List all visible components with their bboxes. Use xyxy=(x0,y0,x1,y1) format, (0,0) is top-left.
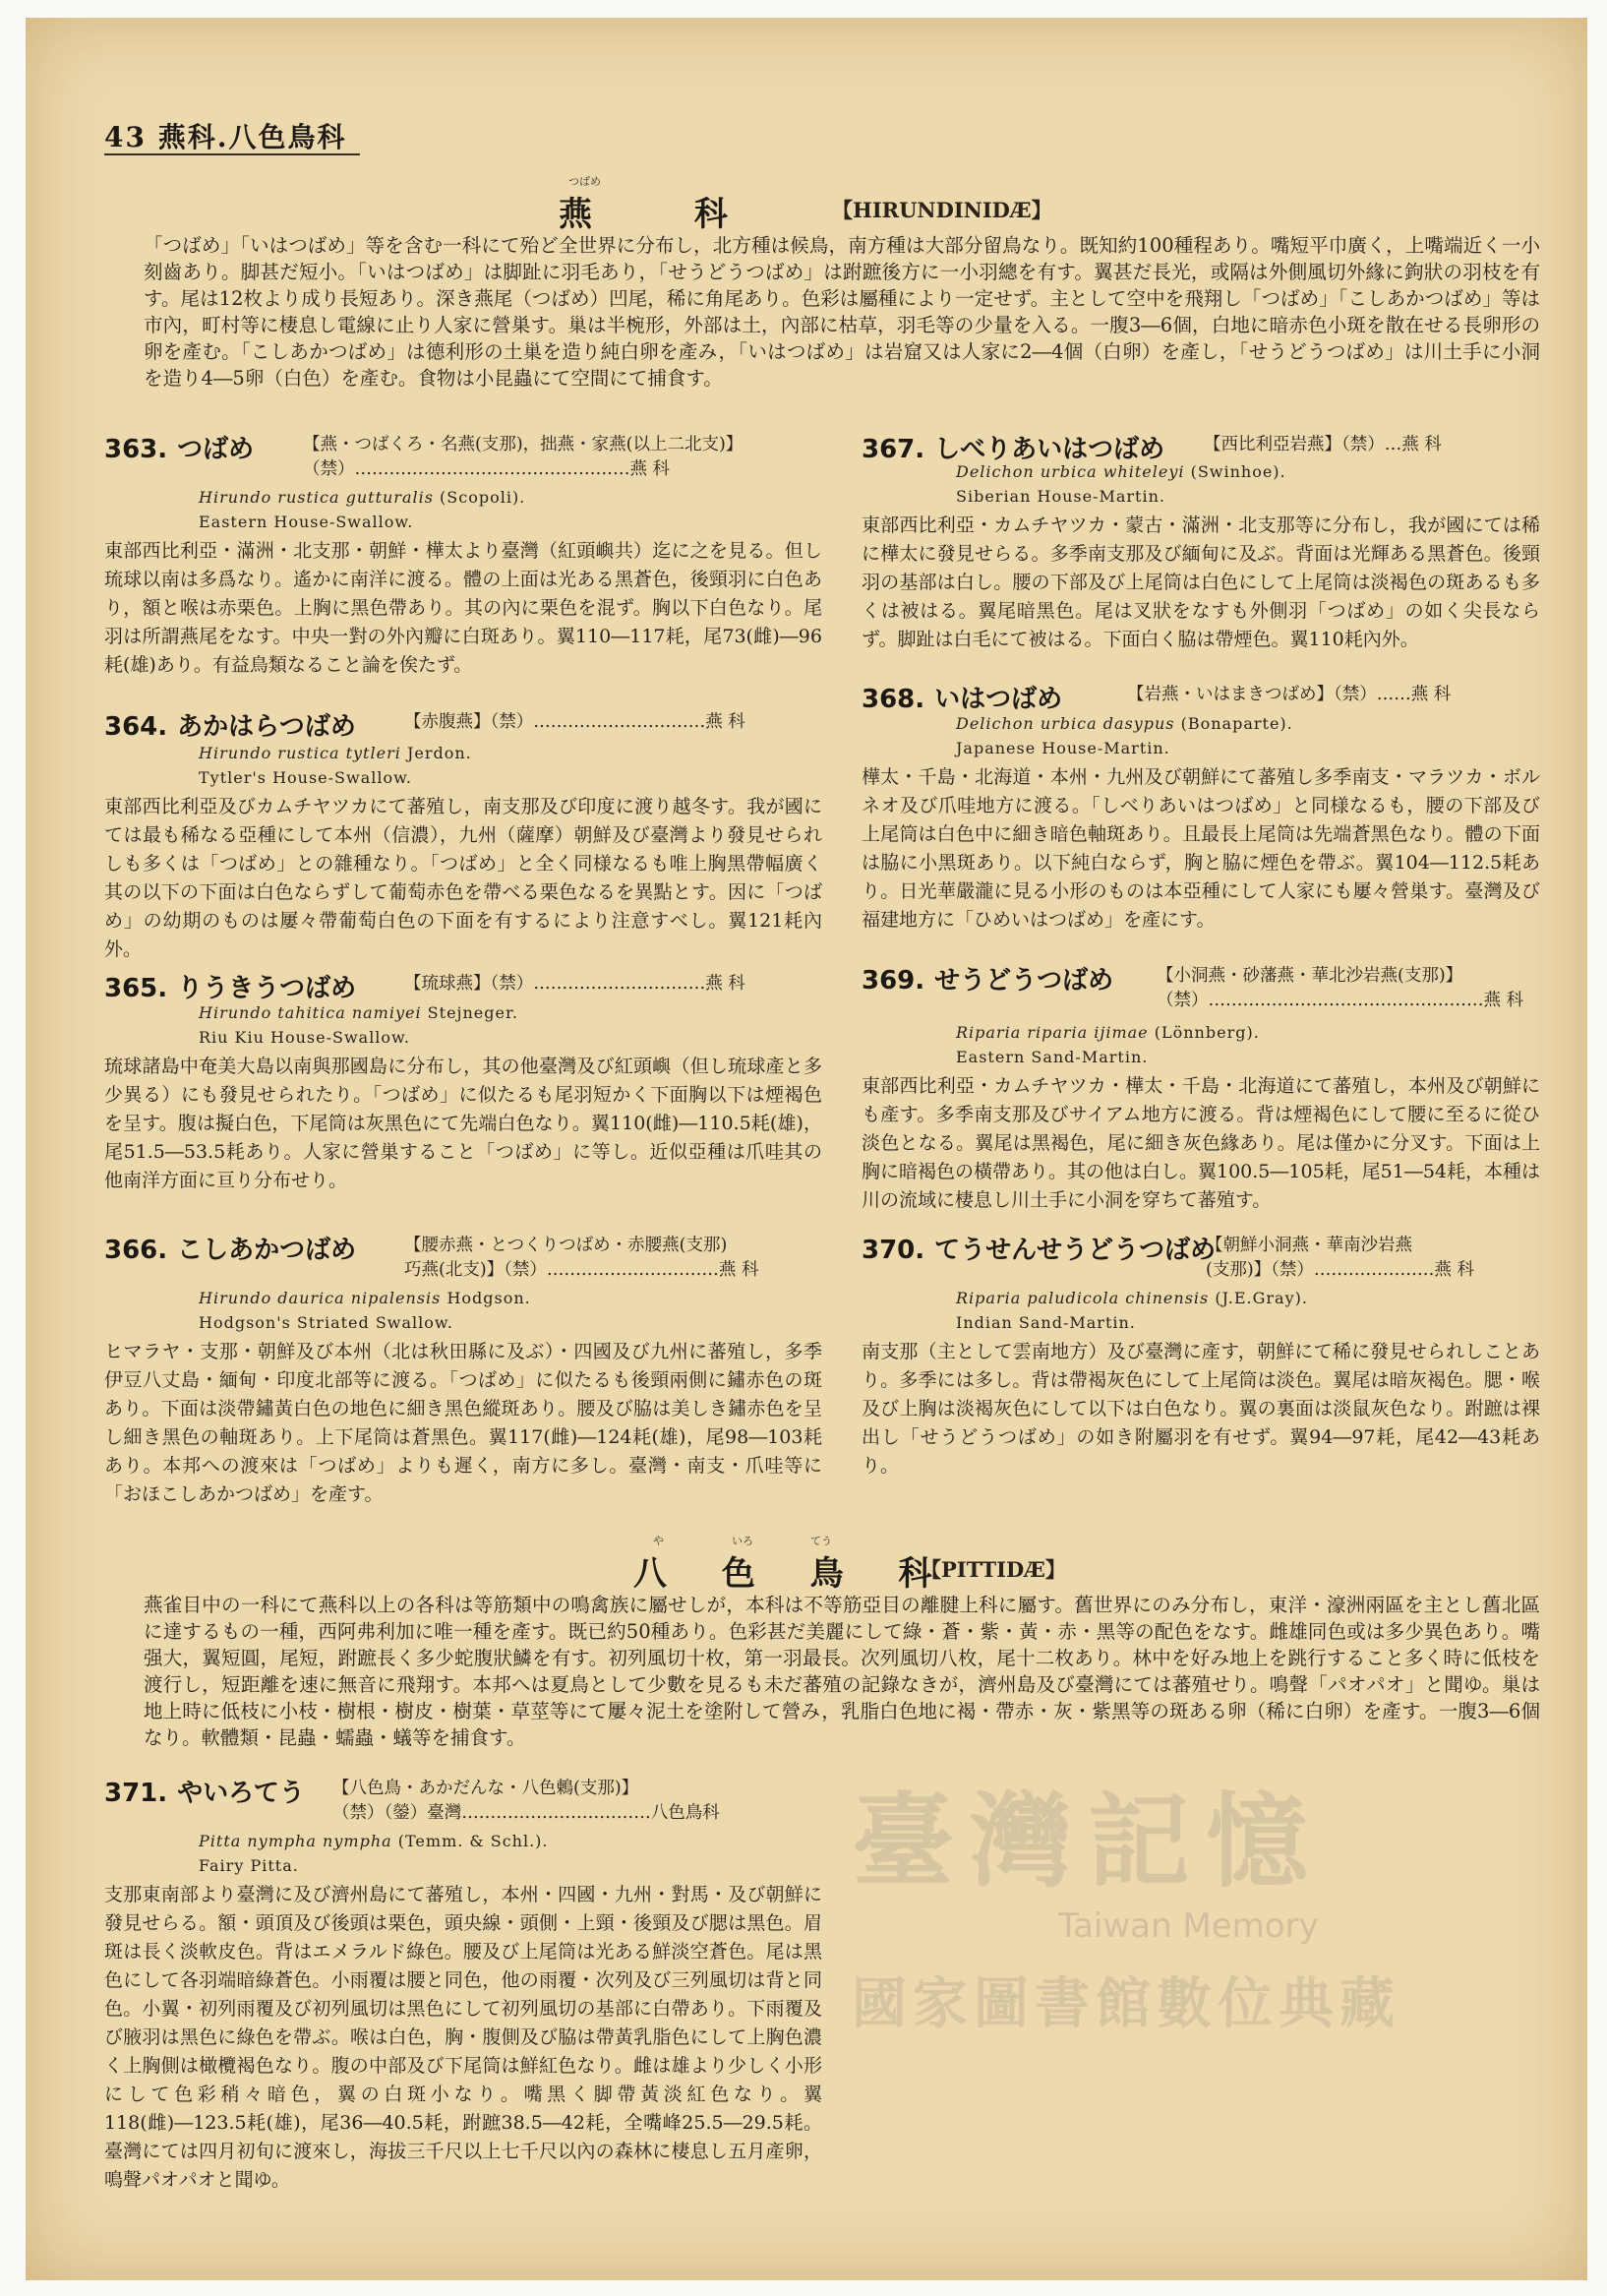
scientific-binomial: Delichon urbica dasypus xyxy=(956,714,1175,733)
running-head-rule xyxy=(104,153,360,155)
family-intro-pittidae: 燕雀目中の一科にて燕科以上の各科は等筋類中の鳴禽族に屬せしが，本科は不等筋亞目の離腱上科に屬す。舊世界にのみ分布し，東洋・濠洲兩區を主とし舊北區に達するもの一種，西阿弗利加に唯一種を產す。既已約50種あり。色彩甚だ美麗にして綠・蒼・紫・黃・赤・黑等の配色をなす。雌雄同色或は多少異色あり。嘴强大，翼短圓，尾短，跗蹠長く多少蛇腹狀鱗を有す。初列風切十枚，第一羽最長。次列風切八枚，尾十二枚あり。林中を好み地上を跳行すること多く時に低枝を渡行し，短距離を速に無音に飛翔す。本邦へは夏鳥として少數を見るも未だ蕃殖の記錄なきが，濟州島及び臺灣にては蕃殖せり。鳴聲「パオパオ」と聞ゆ。巢は地上時に低枝に小枝・樹根・樹皮・樹葉・草莖等にて屢々泥土を塗附して營み，乳脂白色地に褐・帶赤・灰・紫黑等の斑ある卵（稀に白卵）を產す。一腹3―6個なり。軟體類・昆蟲・蠕蟲・蟻等を捕食す。 xyxy=(144,1594,1540,1749)
entry-description: 東部西比利亞・カムチヤツカ・蒙古・滿洲・北支那等に分布し，我が國にては稀に樺太に發見せらる。多季南支那及び緬甸に及ぶ。背面は光輝ある黑蒼色。後頸羽の基部は白し。腰の下部及び上尾筒は白色にして上尾筒は淡褐色の斑あるも多くは被はる。翼尾暗黑色。尾は叉狀をなすも外側羽「つばめ」の如く尖長ならず。脚趾は白毛にて被はる。下面白く脇は帶煙色。翼110耗內外。 xyxy=(862,514,1540,650)
scientific-binomial: Delichon urbica whiteleyi xyxy=(956,462,1185,481)
family-latin-pittidae: 【PITTIDÆ】 xyxy=(921,1557,1066,1582)
scientific-binomial: Hirundo rustica tytleri xyxy=(199,744,401,762)
entry-title xyxy=(104,1230,356,1266)
scientific-author: (Lönnberg). xyxy=(1154,1023,1260,1042)
entry-scientific-name xyxy=(199,1289,531,1307)
entry-scientific-name xyxy=(956,1289,1308,1307)
scientific-author: Stejneger. xyxy=(427,1003,518,1022)
entry-name: こしあかつばめ xyxy=(177,1236,357,1265)
entry-scientific-name xyxy=(199,488,525,507)
family-latin-hirundinidae: 【HIRUNDINIDÆ】 xyxy=(832,198,1052,222)
entry-family-line: (支那)】（禁）…………………燕 科 xyxy=(1206,1260,1474,1280)
entry-family-line: （禁）（鎣）臺灣……………………………八色鳥科 xyxy=(332,1803,720,1823)
entry-alt-names: 【琉球燕】（禁）…………………………燕 科 xyxy=(404,974,745,994)
family-title-pittidae: 八 色 鳥 科 xyxy=(633,1554,954,1594)
entry-english-name: Siberian House-Martin. xyxy=(956,487,1165,506)
scientific-author: (J.E.Gray). xyxy=(1215,1289,1308,1307)
scientific-binomial: Hirundo rustica gutturalis xyxy=(199,488,434,507)
entry-name: てうせんせうどうつばめ xyxy=(934,1236,1217,1265)
scientific-binomial: Hirundo daurica nipalensis xyxy=(199,1289,442,1307)
scientific-binomial: Pitta nympha nympha xyxy=(199,1832,392,1850)
entry-number: 371. xyxy=(104,1779,168,1808)
entry-english-name: Fairy Pitta. xyxy=(199,1856,299,1875)
entry-description: 樺太・千島・北海道・本州・九州及び朝鮮にて蕃殖し多季南支・マラツカ・ボルネオ及び爪哇地方に渡る。「しべりあいはつばめ」と同様なるも，腰の下部及び上尾筒は白色中に細き暗色軸斑あり。且最長上尾筒は先端蒼黑色なり。體の下面は脇に小黑斑あり。以下純白ならず，胸と脇に煙色を帶ぶ。翼104―112.5耗あり。日光華嚴瀧に見る小形のものは本亞種にして人家にも屢々營巣す。臺灣及び福建地方に「ひめいはつばめ」を產にす。 xyxy=(862,766,1540,931)
scientific-author: (Scopoli). xyxy=(440,488,526,507)
entry-name: つばめ xyxy=(177,435,255,464)
entry-english-name: Eastern House-Swallow. xyxy=(199,513,414,531)
family-ruby-pittidae-2: いろ xyxy=(732,1535,753,1547)
entry-number: 366. xyxy=(104,1236,168,1265)
family-intro-hirundinidae: 「つばめ」「いはつばめ」等を含む一科にて殆ど全世界に分布し，北方種は候鳥，南方種は大部分留鳥なり。既知約100種程あり。嘴短平巾廣く，上嘴端近く一小刻齒あり。脚甚だ短小。「いはつばめ」は脚趾に羽毛あり，「せうどうつばめ」は跗蹠後方に一小羽總を有す。翼甚だ長光，或隔は外側風切外緣に鉤狀の羽枝を有す。尾は12枚より成り長短あり。深き燕尾（つばめ）凹尾，稀に角尾あり。色彩は屬種により一定せず。主として空中を飛翔し「つばめ」「こしあかつばめ」等は市內，町村等に棲息し電線に止り人家に營巣す。巢は半椀形，外部は土，內部に枯草，羽毛等の少量を入る。一腹3―6個，白地に暗赤色小斑を散在せる長卵形の卵を產む。「こしあかつばめ」は德利形の土巢を造り純白卵を產み，「いはつばめ」は岩窟又は人家に2―4個（白卵）を產し，「せうどうつばめ」は川土手に小洞を造り4―5卵（白色）を產む。食物は小昆蟲にて空間にて捕食す。 xyxy=(144,234,1540,390)
entry-description: 東部西比利亞・滿洲・北支那・朝鮮・樺太より臺灣（紅頭嶼共）迄に之を見る。但し琉球以南は多爲なり。遙かに南洋に渡る。體の上面は光ある黑蒼色，後頸羽に白色あり，額と喉は赤栗色。上胸に黑色帶あり。其の內に栗色を混ず。胸以下白色なり。尾羽は所謂燕尾をなす。中央一對の外內瓣に白斑あり。翼110―117耗，尾73(雌)―96耗(雄)あり。有益鳥類なること論を俟たず。 xyxy=(104,540,822,676)
family-ruby-pittidae-1: や xyxy=(653,1535,664,1547)
entry-description: 東部西比利亞・カムチヤツカ・樺太・千島・北海道にて蕃殖し，本州及び朝鮮にも產す。多季南支那及びサイアム地方に渡る。背は煙褐色にして腰に至るに從ひ淡色となる。翼尾は黑褐色，尾に細き灰色緣あり。尾は僅かに分叉す。下面は上胸に暗褐色の橫帶あり。其の他は白し。翼100.5―105耗，尾51―54耗，本種は川の流域に棲息し川土手に小洞を穿ちて蕃殖す。 xyxy=(862,1075,1541,1211)
entry-alt-names: 【小洞燕・砂藩燕・華北沙岩燕(支那)】 xyxy=(1157,966,1463,986)
family-ruby-pittidae-3: てう xyxy=(810,1535,832,1547)
entry-description: 南支那（主として雲南地方）及び臺灣に產す，朝鮮にて稀に發見せられしことあり。多季には多し。背は帶褐灰色にして上尾筒は淡色。翼尾は暗灰褐色。腮・喉及び上胸は淡褐灰色にして以下は白色なり。翼の裏面は淡鼠灰色なり。跗蹠は裸出し「せうどうつばめ」の如き附屬羽を有せず。翼94―97耗，尾42―43耗あり。 xyxy=(862,1341,1540,1477)
entry-title xyxy=(862,960,1113,997)
scientific-binomial: Hirundo tahitica namiyei xyxy=(199,1003,422,1022)
entry-alt-names: 【燕・つばくろ・名燕(支那)，拙燕・家燕(以上二北支)】 xyxy=(303,435,744,454)
scientific-binomial: Riparia riparia ijimae xyxy=(956,1023,1149,1042)
entry-number: 365. xyxy=(104,974,168,1003)
entry-name: せうどうつばめ xyxy=(934,966,1114,996)
entry-alt-names: 【西比利亞岩燕】（禁）…燕 科 xyxy=(1204,435,1442,454)
entry-title xyxy=(104,706,356,743)
entry-title xyxy=(862,429,1164,465)
entry-description: 支那東南部より臺灣に及び濟州島にて蕃殖し，本州・四國・九州・對馬・及び朝鮮に發見せらる。額・頭頂及び後頭は栗色，頭央線・頭側・上頸・後頸及び腮は黑色。眉斑は長く淡軟皮色。背はエメラルド綠色。腰及び上尾筒は光ある鮮淡空蒼色。尾は黑色にして各羽端暗綠蒼色。小雨覆は腰と同色，他の雨覆・次列及び三列風切は背と同色。小翼・初列雨覆及び初列風切は黑色にして初列風切の基部に白帶あり。下雨覆及び腋羽は黑色に綠色を帶ぶ。喉は白色，胸・腹側及び脇は帶黃乳脂色にして上胸色濃く上胸側は橄欖褐色なり。腹の中部及び下尾筒は鮮紅色なり。雌は雄より少しく小形にして色彩稍々暗色，翼の白斑小なり。嘴黑く脚帶黃淡紅色なり。翼118(雌)―123.5耗(雄)，尾36―40.5耗，跗蹠38.5―42耗，全嘴峰25.5―29.5耗。臺灣にては四月初旬に渡來し，海拔三千尺以上七千尺以內の森林に棲息し五月產卵，鳴聲パオパオと聞ゆ。 xyxy=(104,1884,822,2191)
scientific-author: Jerdon. xyxy=(406,744,472,762)
entry-english-name: Japanese House-Martin. xyxy=(956,739,1170,757)
entry-title xyxy=(862,1230,1216,1266)
entry-name: いはつばめ xyxy=(934,685,1063,714)
entry-number: 364. xyxy=(104,712,168,742)
entry-name: りうきうつばめ xyxy=(177,974,357,1003)
entry-title xyxy=(104,429,254,465)
scientific-author: (Swinhoe). xyxy=(1190,462,1286,481)
entry-english-name: Eastern Sand-Martin. xyxy=(956,1048,1149,1066)
running-head: 43 燕科.八色鳥科 xyxy=(104,121,347,153)
entry-family-line: （禁）…………………………………………燕 科 xyxy=(303,459,671,479)
entry-family-line: 巧燕(北支)】（禁）…………………………燕 科 xyxy=(404,1260,759,1280)
entry-number: 367. xyxy=(862,435,925,464)
entry-number: 363. xyxy=(104,435,168,464)
entry-scientific-name xyxy=(956,462,1286,481)
watermark-english: Taiwan Memory xyxy=(1058,1906,1319,1946)
scientific-author: Hodgson. xyxy=(446,1289,531,1307)
entry-english-name: Riu Kiu House-Swallow. xyxy=(199,1028,410,1047)
entry-name: しべりあいはつばめ xyxy=(934,435,1165,464)
entry-family-line: （禁）…………………………………………燕 科 xyxy=(1157,991,1524,1010)
entry-scientific-name xyxy=(956,1023,1260,1042)
entry-english-name: Tytler's House-Swallow. xyxy=(199,768,412,787)
entry-description: 琉球諸島中奄美大島以南與那國島に分布し，其の他臺灣及び紅頭嶼（但し琉球產と多少異る）にも發見せられたり。「つばめ」に似たるも尾羽短かく下面胸以下は煙褐色を呈す。腹は擬白色，下尾筒は灰黑色にて先端白色なり。翼110(雌)―110.5耗(雄)，尾51.5―53.5耗あり。人家に營巣すること「つばめ」に等し。近似亞種は爪哇其の他南洋方面に亘り分布せり。 xyxy=(104,1056,822,1191)
scientific-author: (Temm. & Schl.). xyxy=(397,1832,549,1850)
entry-title xyxy=(862,679,1062,715)
entry-number: 368. xyxy=(862,685,925,714)
entry-name: やいろてう xyxy=(177,1779,305,1808)
entry-number: 370. xyxy=(862,1236,925,1265)
entry-alt-names: 【岩燕・いはまきつばめ】（禁）……燕 科 xyxy=(1127,685,1452,704)
watermark-subtitle: 國家圖書館數位典藏 xyxy=(852,1971,1400,2036)
entry-english-name: Hodgson's Striated Swallow. xyxy=(199,1313,453,1332)
taiwan-memory-watermark xyxy=(852,1759,1560,2054)
entry-alt-names: 【八色鳥・あかだんな・八色鶇(支那)】 xyxy=(332,1779,639,1798)
entry-number: 369. xyxy=(862,966,925,996)
entry-title xyxy=(104,968,356,1004)
entry-description: ヒマラヤ・支那・朝鮮及び本州（北は秋田縣に及ぶ）・四國及び九州に蕃殖し，多季伊豆八丈島・緬甸・印度北部等に渡る。「つばめ」に似たるも後頸兩側に鏽赤色の斑あり。下面は淡帶鏽黃白色の地色に細き黑色縱斑あり。腰及び脇は美しき鏽赤色を呈し細き黑色の軸斑あり。上下尾筒は蒼黑色。翼117(雌)―124耗(雄)，尾98―103耗あり。本邦への渡來は「つばめ」よりも遲く，南方に多し。臺灣・南支・爪哇等に「おほこしあかつばめ」を產す。 xyxy=(104,1341,822,1505)
watermark-cjk: 臺灣記憶 xyxy=(852,1781,1325,1902)
family-ruby-hirundinidae: つばめ xyxy=(568,175,601,188)
scientific-binomial: Riparia paludicola chinensis xyxy=(956,1289,1210,1307)
entry-scientific-name xyxy=(956,714,1293,733)
scientific-author: (Bonaparte). xyxy=(1180,714,1293,733)
entry-title xyxy=(104,1773,305,1809)
entry-alt-names: 【腰赤燕・とつくりつばめ・赤腰燕(支那) xyxy=(404,1236,728,1255)
family-title-hirundinidae: 燕 科 xyxy=(559,195,773,234)
scanned-page xyxy=(26,18,1587,2280)
entry-scientific-name xyxy=(199,744,472,762)
entry-alt-names: 【赤腹燕】（禁）…………………………燕 科 xyxy=(404,712,745,732)
entry-scientific-name xyxy=(199,1003,518,1022)
entry-scientific-name xyxy=(199,1832,549,1850)
entry-english-name: Indian Sand-Martin. xyxy=(956,1313,1136,1332)
entry-name: あかはらつばめ xyxy=(177,712,356,742)
entry-description: 東部西比利亞及びカムチヤツカにて蕃殖し，南支那及び印度に渡り越冬す。我が國にては最も稀なる亞種にして本州（信濃），九州（薩摩）朝鮮及び臺灣より發見せられしも多くは「つばめ」との雜種なり。「つばめ」と全く同様なるも唯上胸黑帶幅廣く其の以下の下面は白色ならずして葡萄赤色を帶べる栗色なるを異點とす。因に「つばめ」の幼期のものは屢々帶葡萄白色の下面を有するにより注意すべし。翼121耗內外。 xyxy=(104,796,822,960)
entry-alt-names: 【朝鮮小洞燕・華南沙岩燕 xyxy=(1206,1236,1412,1255)
